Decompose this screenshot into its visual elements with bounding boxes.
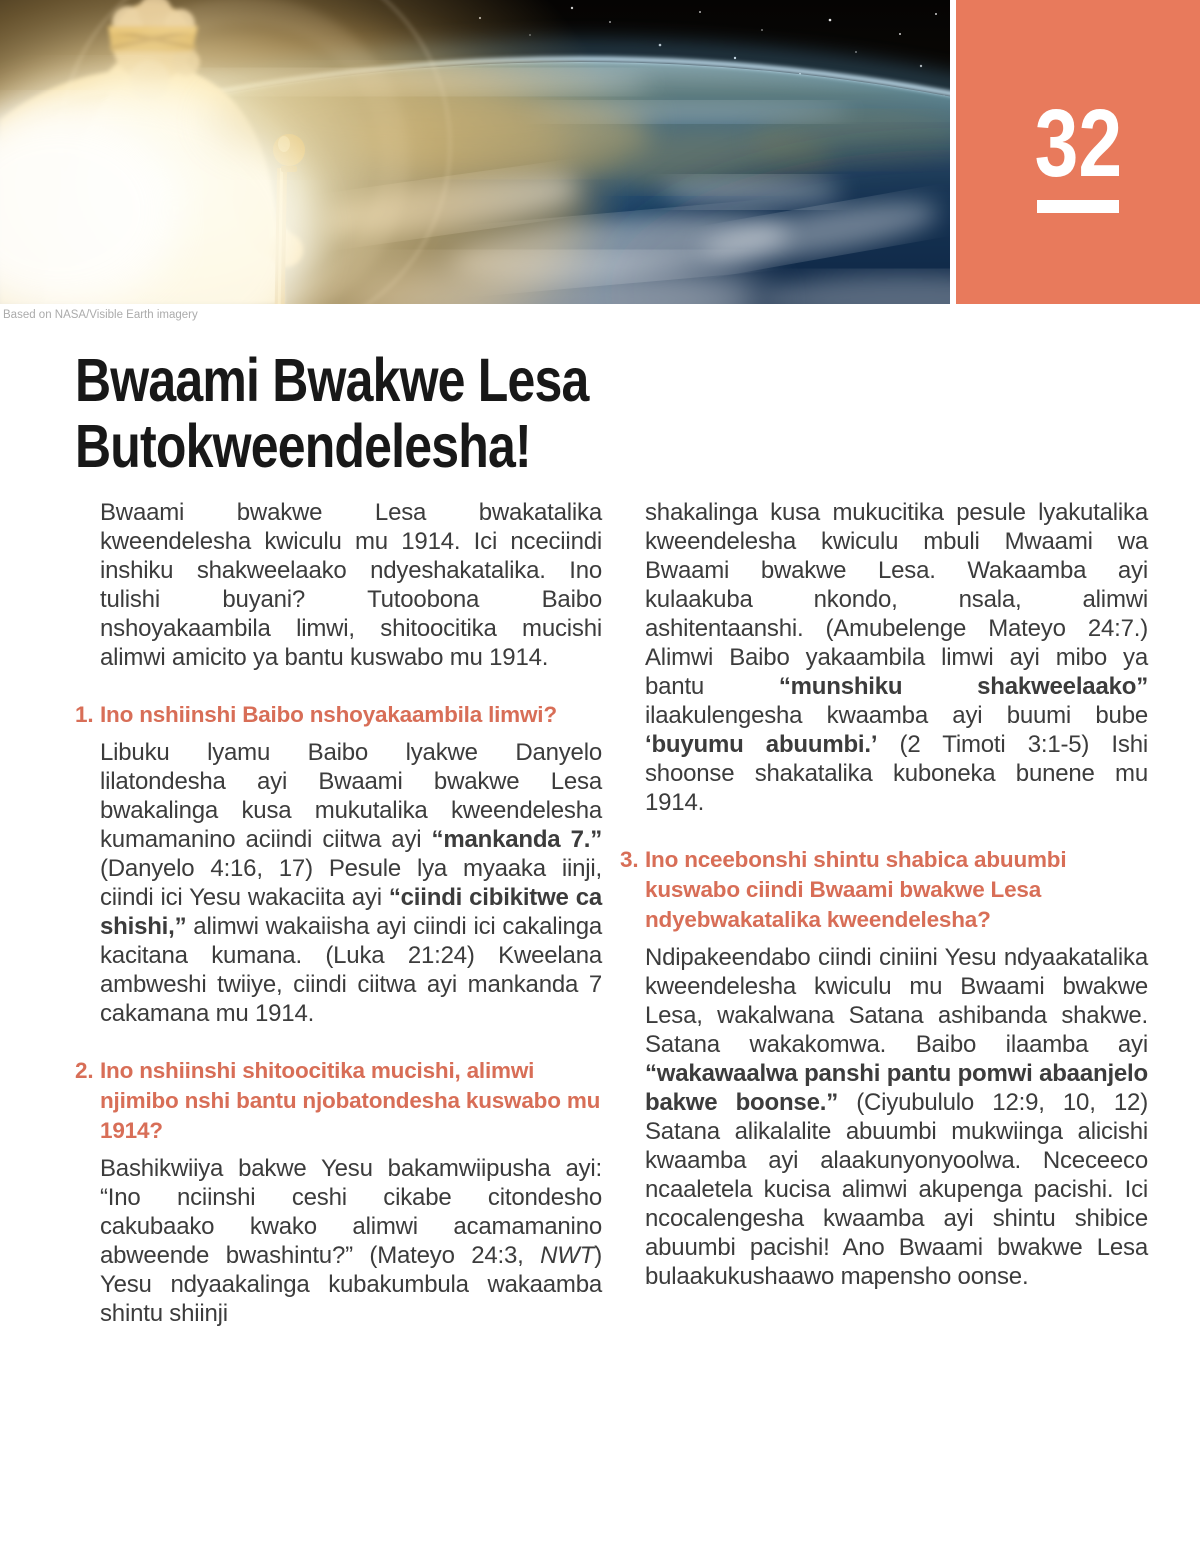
text-run: (2 Timoti 3:1-5) Ishi shoonse shakatalika kuboneka bunene mu 1914. xyxy=(645,731,1148,816)
question-text: Ino nshiinshi shitoocitika mucishi, alimwi njimibo nshi bantu njobatondesha kuswabo mu 1914? xyxy=(100,1058,601,1143)
image-credit: Based on NASA/Visible Earth imagery xyxy=(3,309,198,321)
question-heading xyxy=(75,1056,602,1146)
text-run: ) Yesu ndyaakalinga kubakumbula wakaamba shintu shiinji xyxy=(100,1242,602,1327)
paragraph xyxy=(75,1154,602,1328)
question-heading xyxy=(620,845,1148,935)
question-text: Ino nceebonshi shintu shabica abuumbi kuswabo ciindi Bwaami bwakwe Lesa ndyebwakatalika kweendelesha? xyxy=(645,847,1067,932)
bold-phrase: “munshiku shakweelaako” xyxy=(778,673,1148,700)
text-run: Libuku lyamu Baibo lyakwe Danyelo lilatondesha ayi Bwaami bwakwe Lesa bwakalinga kusa mukutalika kweendelesha kumamanino aciindi ciitwa ayi xyxy=(100,739,602,853)
lesson-number xyxy=(956,90,1200,197)
bold-phrase: “wakawaalwa panshi pantu pomwi abaanjelo bakwe boonse.” xyxy=(645,1060,1148,1116)
paragraph xyxy=(620,498,1148,817)
sun-glare xyxy=(0,0,650,304)
text-run: alimwi wakaiisha ayi ciindi ici cakalinga kacitana kumana. (Luka 21:24) Kweelana ambweshi twiiye, ciindi ciitwa ayi mankanda 7 cakamana mu 1914. xyxy=(100,913,602,1027)
lesson-number-box xyxy=(956,0,1200,304)
text-run: Ndipakeendabo ciindi ciniini Yesu ndyaakatalika kweendelesha kwiculu mu Bwaami bwakwe Lesa, wakalwana Satana ashibanda shakwe. Satana wakakomwa. Baibo ilaamba ayi xyxy=(645,944,1148,1058)
question-number: 2. xyxy=(75,1058,94,1083)
question-text: Ino nshiinshi Baibo nshoyakaambila limwi? xyxy=(100,702,557,727)
header-photo xyxy=(0,0,950,304)
title-line-1: Bwaami Bwakwe Lesa xyxy=(75,346,589,414)
question-number: 3. xyxy=(620,847,639,872)
italic-phrase: NWT xyxy=(540,1242,595,1269)
text-run: (Danyelo 4:16, 17) Pesule lya myaaka iinji, ciindi ici Yesu wakaciita ayi xyxy=(100,855,602,911)
paragraph xyxy=(75,498,602,672)
question-heading xyxy=(75,700,602,730)
bold-phrase: “ciindi cibikitwe ca shishi,” xyxy=(100,884,602,940)
text-run: shakalinga kusa mukucitika pesule lyakutalika kweendelesha kwiculu mbuli Mwaami wa Bwaami bwakwe Lesa. Wakaamba ayi kulaakuba nkondo, nsala, alimwi ashitentaanshi. (Amubelenge Mateyo 24:7.) Alimwi Baibo yakaambila limwi ayi mibo ya bantu xyxy=(645,499,1148,700)
lesson-number-underline xyxy=(1037,200,1119,213)
text-run: Bashikwiiya bakwe Yesu bakamwiipusha ayi: “Ino nciinshi ceshi cikabe citondesho cakubaako kwako alimwi acamamanino abweende bwashintu?” (Mateyo 24:3, xyxy=(100,1155,602,1269)
bold-phrase: “mankanda 7.” xyxy=(431,826,603,853)
title-line-2: Butokweendelesha! xyxy=(75,412,531,480)
paragraph xyxy=(620,943,1148,1291)
text-run: (Ciyubululo 12:9, 10, 12) Satana alikalalite abuumbi mukwiinga alicishi kwaamba ayi alaakunyonyoolwa. Nceceeco ncaaletela kucisa alimwi akupenga pacishi. Ici ncocalengesha kwaamba ayi shintu shibice abuumbi pacishi! Ano Bwaami bwakwe Lesa bulaakukushaawo mapensho oonse. xyxy=(645,1089,1148,1290)
bold-phrase: ‘buyumu abuumbi.’ xyxy=(645,731,878,758)
question-number: 1. xyxy=(75,702,94,727)
paragraph xyxy=(75,738,602,1028)
lesson-number-text: 32 xyxy=(1034,90,1122,197)
text-run: ilaakulengesha kwaamba ayi buumi bube xyxy=(645,702,1148,729)
column-right xyxy=(620,498,1148,1291)
column-left xyxy=(75,498,602,1328)
text-run: Bwaami bwakwe Lesa bwakatalika kweendelesha kwiculu mu 1914. Ici nceciindi inshiku shakweelaako ndyeshakatalika. Ino tulishi buyani? Tutoobona Baibo nshoyakaambila limwi, shitoocitika mucishi alimwi amicito ya bantu kuswabo mu 1914. xyxy=(100,499,602,671)
page-title xyxy=(75,347,701,479)
hero-illustration xyxy=(0,0,950,304)
